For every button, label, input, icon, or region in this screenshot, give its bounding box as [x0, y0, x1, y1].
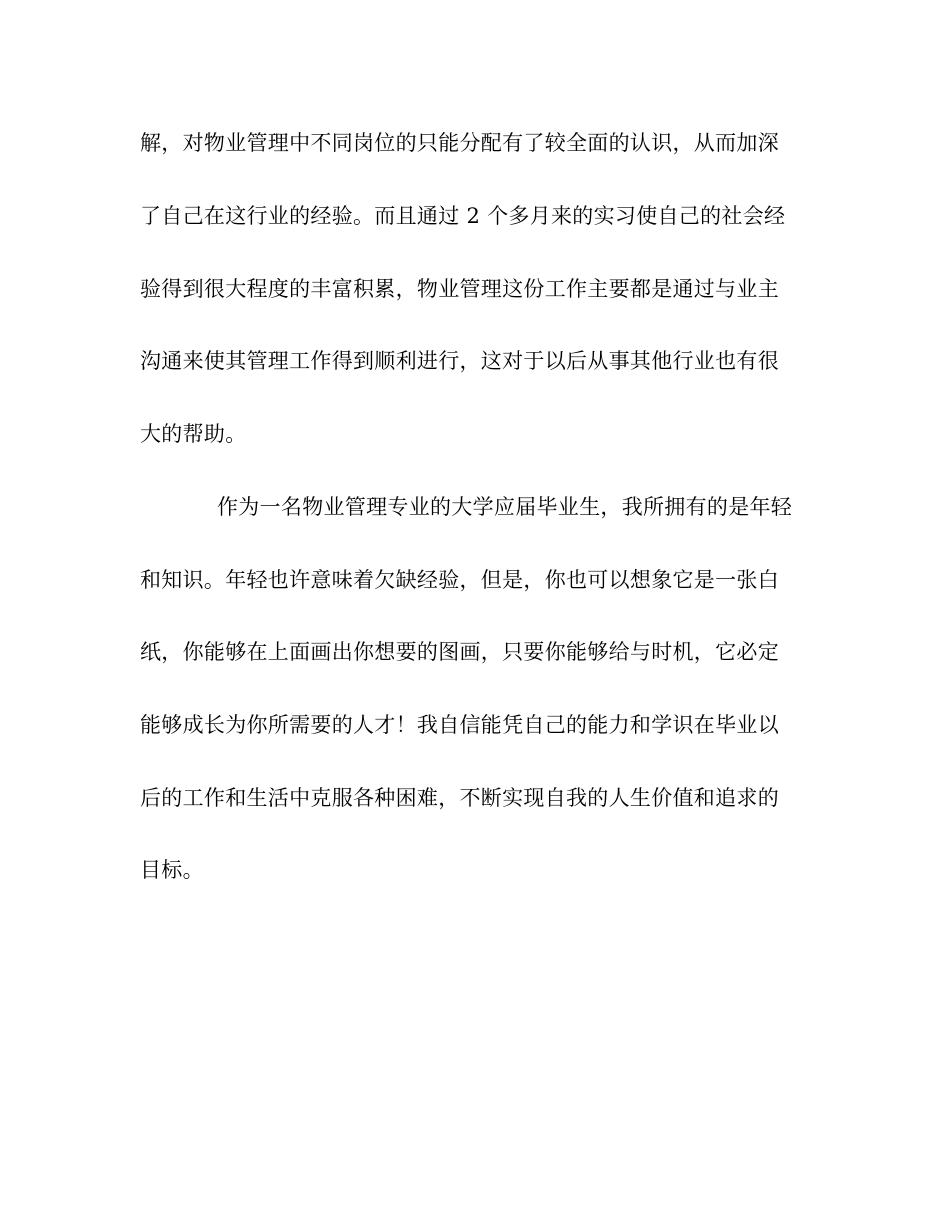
text-line: 解，对物业管理中不同岗位的只能分配有了较全面的认识，从而加深 [140, 131, 779, 155]
text-line: 大的帮助。 [140, 422, 247, 446]
text-line: 纸，你能够在上面画出你想要的图画，只要你能够给与时机，它必定 [140, 640, 779, 664]
text-line: 后的工作和生活中克服各种困难，不断实现自我的人生价值和追求的 [140, 786, 779, 810]
text-line: 和知识。年轻也许意味着欠缺经验，但是，你也可以想象它是一张白 [140, 568, 779, 592]
text-line: 作为一名物业管理专业的大学应届毕业生，我所拥有的是年轻 [217, 495, 793, 519]
text-line: 验得到很大程度的丰富积累，物业管理这份工作主要都是通过与业主 [140, 277, 779, 301]
text-line: 了自己在这行业的经验。而且通过 2 个多月来的实习使自己的社会经 [140, 204, 786, 228]
text-line: 能够成长为你所需要的人才！我自信能凭自己的能力和学识在毕业以 [140, 713, 779, 737]
text-line: 沟通来使其管理工作得到顺利进行，这对于以后从事其他行业也有很 [140, 349, 779, 373]
text-line: 目标。 [140, 858, 204, 882]
